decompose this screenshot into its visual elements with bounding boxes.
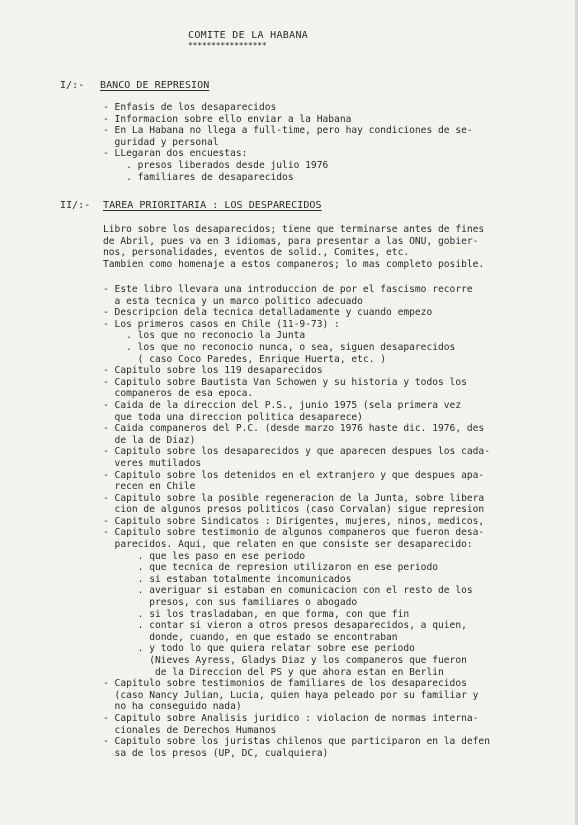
list-item: - Caida companeros del P.C. (desde marzo 1976 haste dic. 1976, des: [103, 423, 485, 435]
section-2-heading: TAREA PRIORITARIA : LOS DESPARECIDOS: [103, 200, 322, 211]
list-item: - Capitulo sobre Bautista Van Schowen y su historia y todos los: [103, 376, 467, 388]
paragraph-line: Libro sobre los desaparecidos; tiene que terminarse antes de fines: [103, 224, 485, 235]
list-item: - Capitulo sobre la posible regeneracion de la Junta, sobre libera: [103, 492, 485, 504]
list-item: . presos liberados desde julio 1976: [103, 159, 329, 171]
list-item: - Capitulo sobre los detenidos en el extranjero y que despues apa-: [103, 469, 485, 481]
title-underline: *****************: [188, 41, 267, 50]
list-item: - Capitulo sobre los desaparecidos y que aparecen despues los cada-: [103, 446, 490, 458]
list-item: - Capitulo sobre testimonio de algunos companeros que fueron desa-: [103, 527, 485, 539]
list-item: - Enfasis de los desaparecidos: [103, 102, 277, 113]
paragraph-line: de Abril, pues va en 3 idiomas, para presentar a las ONU, gobier-: [103, 235, 479, 247]
paragraph-line: Tambien como homenaje a estos companeros; lo mas completo posible.: [103, 258, 485, 270]
list-item: (caso Nancy Julian, Lucia, quien haya peleado por su familiar y: [103, 689, 479, 701]
list-item: guridad y personal: [103, 136, 219, 148]
list-item: . y todo lo que quiera relatar sobre ese periodo: [103, 643, 415, 655]
list-item: de la de Diaz): [103, 434, 196, 446]
list-item: - Informacion sobre ello enviar a la Habana: [103, 113, 352, 125]
list-item: . los que no reconocio la Junta: [103, 330, 306, 342]
section-2-intro: [103, 224, 484, 270]
list-item: . los que no reconocio nunca, o sea, siguen desaparecidos: [103, 341, 456, 353]
list-item: - Capitulo sobre Sindicatos : Dirigentes, mujeres, ninos, medicos,: [103, 515, 485, 527]
list-item: - LLegaran dos encuestas:: [103, 148, 248, 160]
section-2-list: [103, 284, 490, 759]
list-item: - Capitulo sobre los juristas chilenos que participaron en la defen: [103, 736, 490, 748]
list-item: - Capitulo sobre testimonios de familiares de los desaparecidos: [103, 678, 467, 690]
section-2-number: II/:-: [60, 200, 91, 211]
list-item: - Este libro llevara una introduccion de por el fascismo recorre: [103, 284, 473, 295]
list-item: . si estaban totalmente incomunicados: [103, 573, 352, 585]
list-item: cion de algunos presos politicos (caso Corvalan) sigue represion: [103, 504, 485, 516]
list-item: veres mutilados: [103, 457, 202, 469]
list-item: ( caso Coco Paredes, Enrique Huerta, etc. ): [103, 353, 387, 365]
list-item: . que les paso en ese periodo: [103, 550, 306, 562]
list-item: no ha conseguido nada): [103, 701, 242, 713]
list-item: . si los trasladaban, en que forma, con que fin: [103, 608, 410, 620]
list-item: de la Direccion del PS y que ahora estan en Berlin: [103, 666, 444, 678]
list-item: - Caida de la direccion del P.S., junio 1975 (sela primera vez: [103, 399, 462, 411]
list-item: donde, cuando, en que estado se encontraban: [103, 631, 398, 643]
section-1-heading: BANCO DE REPRESION: [100, 80, 210, 91]
list-item: - Los primeros casos en Chile (11-9-73) :: [103, 318, 340, 330]
list-item: - Capitulo sobre Analisis juridico : violacion de normas interna-: [103, 712, 479, 724]
list-item: . contar si vieron a otros presos desaparecidos, a quien,: [103, 620, 467, 632]
list-item: que toda una direccion politica desaparece): [103, 411, 363, 423]
section-1-list: [103, 102, 473, 183]
list-item: - Capitulo sobre los 119 desaparecidos: [103, 365, 323, 377]
document-title: COMITE DE LA HABANA: [188, 30, 309, 41]
list-item: . que tecnica de represion utilizaron en ese periodo: [103, 562, 439, 574]
list-item: companeros de esa epoca.: [103, 388, 254, 400]
list-item: sa de los presos (UP, DC, cualquiera): [103, 747, 329, 759]
list-item: - Descripcion dela tecnica detalladamente y cuando empezo: [103, 307, 433, 319]
section-1-number: I/:-: [60, 80, 85, 91]
list-item: . averiguar si estaban en comunicacion con el resto de los: [103, 585, 473, 597]
list-item: parecidos. Aqui, que relaten en que consiste ser desaparecido:: [103, 539, 473, 551]
list-item: recen en Chile: [103, 481, 196, 493]
list-item: a esta tecnica y un marco politico adecuado: [103, 295, 363, 307]
list-item: . familiares de desaparecidos: [103, 171, 294, 183]
list-item: (Nieves Ayress, Gladys Diaz y los companeros que fueron: [103, 655, 467, 666]
list-item: cionales de Derechos Humanos: [103, 724, 277, 736]
paragraph-line: nos, personalidades, eventos de solid., Comites, etc.: [103, 247, 410, 259]
list-item: presos, con sus familiares o abogado: [103, 597, 358, 609]
list-item: - En La Habana no llega a full-time, pero hay condiciones de se-: [103, 125, 473, 137]
